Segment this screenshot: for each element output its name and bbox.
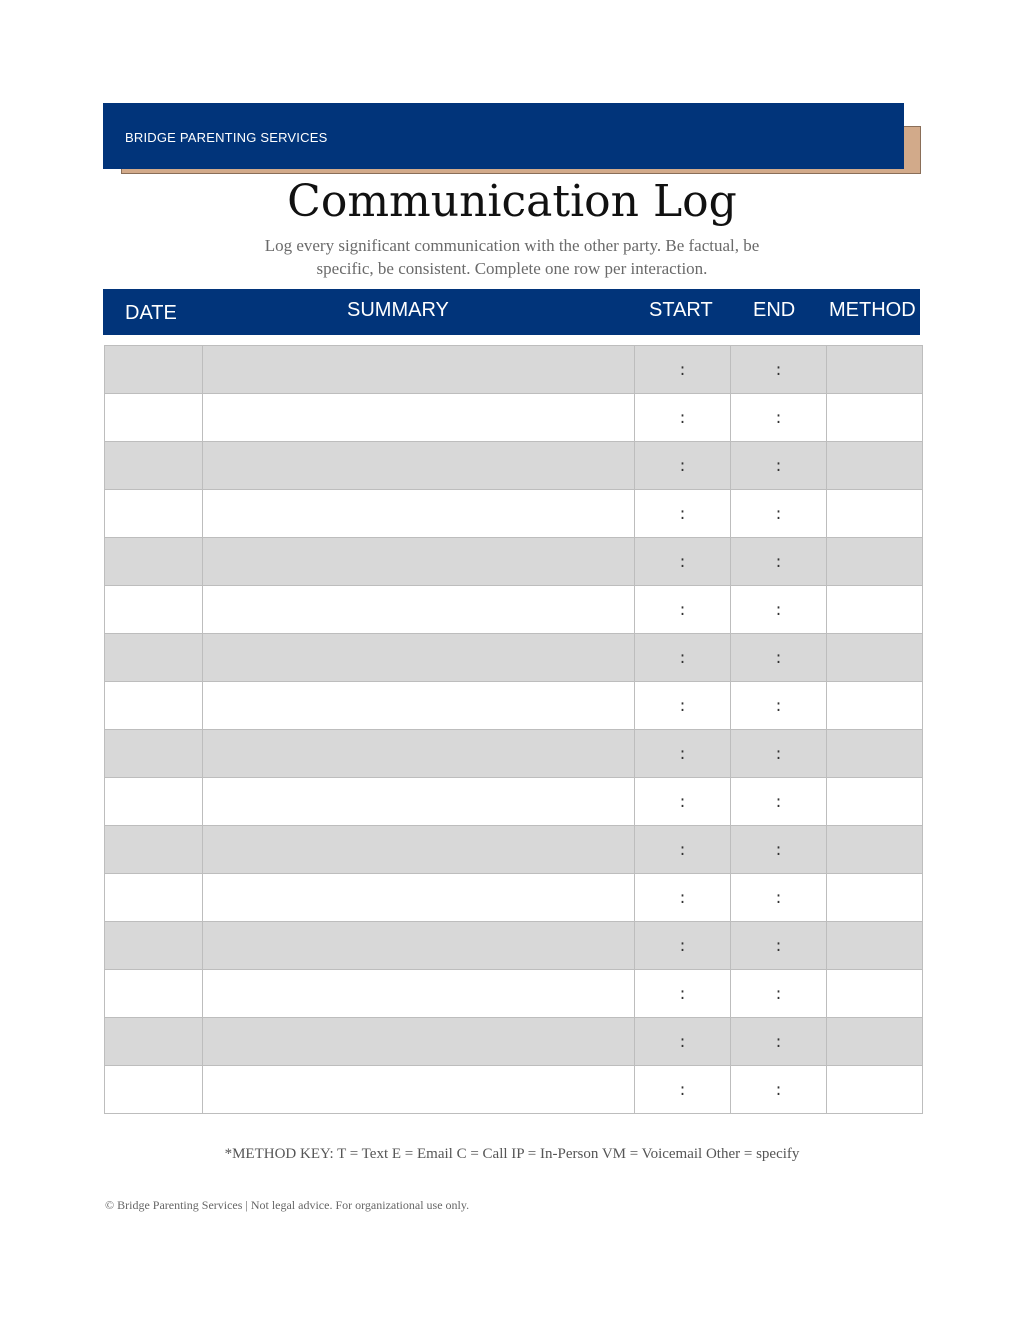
log-row bbox=[105, 442, 923, 490]
start-time-cell[interactable]: : bbox=[635, 874, 731, 922]
subtitle-line-2: specific, be consistent. Complete one row per interaction. bbox=[316, 259, 708, 278]
end-time-cell[interactable]: : bbox=[731, 730, 827, 778]
start-time-cell[interactable]: : bbox=[635, 922, 731, 970]
end-time-cell[interactable]: : bbox=[731, 442, 827, 490]
summary-cell[interactable] bbox=[203, 586, 635, 634]
method-cell[interactable] bbox=[827, 586, 923, 634]
method-cell[interactable] bbox=[827, 874, 923, 922]
start-time-cell[interactable]: : bbox=[635, 730, 731, 778]
log-row bbox=[105, 346, 923, 394]
end-time-cell[interactable]: : bbox=[731, 682, 827, 730]
date-cell[interactable] bbox=[105, 682, 203, 730]
method-cell[interactable] bbox=[827, 970, 923, 1018]
date-cell[interactable] bbox=[105, 442, 203, 490]
date-cell[interactable] bbox=[105, 1066, 203, 1114]
log-row bbox=[105, 682, 923, 730]
log-row bbox=[105, 538, 923, 586]
end-time-cell[interactable]: : bbox=[731, 490, 827, 538]
method-cell[interactable] bbox=[827, 538, 923, 586]
start-time-cell[interactable]: : bbox=[635, 394, 731, 442]
date-cell[interactable] bbox=[105, 394, 203, 442]
end-time-cell[interactable]: : bbox=[731, 346, 827, 394]
method-cell[interactable] bbox=[827, 394, 923, 442]
end-time-cell[interactable]: : bbox=[731, 826, 827, 874]
column-header-method: METHOD bbox=[829, 299, 916, 321]
date-cell[interactable] bbox=[105, 346, 203, 394]
date-cell[interactable] bbox=[105, 634, 203, 682]
summary-cell[interactable] bbox=[203, 346, 635, 394]
end-time-cell[interactable]: : bbox=[731, 538, 827, 586]
subtitle-line-1: Log every significant communication with the other party. Be factual, be bbox=[264, 236, 760, 255]
date-cell[interactable] bbox=[105, 730, 203, 778]
page-subtitle bbox=[200, 234, 824, 280]
column-header-start: START bbox=[649, 299, 713, 321]
copyright-notice: © Bridge Parenting Services | Not legal advice. For organizational use only. bbox=[105, 1198, 470, 1212]
start-time-cell[interactable]: : bbox=[635, 1018, 731, 1066]
start-time-cell[interactable]: : bbox=[635, 682, 731, 730]
table-header-bar bbox=[103, 289, 920, 335]
method-cell[interactable] bbox=[827, 346, 923, 394]
summary-cell[interactable] bbox=[203, 874, 635, 922]
method-cell[interactable] bbox=[827, 1018, 923, 1066]
start-time-cell[interactable]: : bbox=[635, 346, 731, 394]
organization-name: BRIDGE PARENTING SERVICES bbox=[125, 130, 328, 145]
end-time-cell[interactable]: : bbox=[731, 1018, 827, 1066]
log-table-body bbox=[105, 346, 923, 1114]
summary-cell[interactable] bbox=[203, 634, 635, 682]
summary-cell[interactable] bbox=[203, 682, 635, 730]
start-time-cell[interactable]: : bbox=[635, 442, 731, 490]
date-cell[interactable] bbox=[105, 490, 203, 538]
summary-cell[interactable] bbox=[203, 778, 635, 826]
column-header-date: DATE bbox=[125, 302, 177, 324]
summary-cell[interactable] bbox=[203, 1066, 635, 1114]
summary-cell[interactable] bbox=[203, 922, 635, 970]
end-time-cell[interactable]: : bbox=[731, 970, 827, 1018]
summary-cell[interactable] bbox=[203, 730, 635, 778]
summary-cell[interactable] bbox=[203, 826, 635, 874]
log-row bbox=[105, 730, 923, 778]
log-row bbox=[105, 394, 923, 442]
log-row bbox=[105, 826, 923, 874]
date-cell[interactable] bbox=[105, 874, 203, 922]
method-key-footnote: *METHOD KEY: T = Text E = Email C = Call IP = In-Person VM = Voicemail Other = specify bbox=[224, 1146, 800, 1162]
summary-cell[interactable] bbox=[203, 1018, 635, 1066]
end-time-cell[interactable]: : bbox=[731, 586, 827, 634]
start-time-cell[interactable]: : bbox=[635, 970, 731, 1018]
log-row bbox=[105, 586, 923, 634]
log-row bbox=[105, 970, 923, 1018]
log-row bbox=[105, 922, 923, 970]
log-row bbox=[105, 874, 923, 922]
start-time-cell[interactable]: : bbox=[635, 634, 731, 682]
date-cell[interactable] bbox=[105, 778, 203, 826]
method-cell[interactable] bbox=[827, 634, 923, 682]
communication-log-table bbox=[104, 345, 923, 1114]
start-time-cell[interactable]: : bbox=[635, 490, 731, 538]
end-time-cell[interactable]: : bbox=[731, 634, 827, 682]
page-title: Communication Log bbox=[287, 176, 737, 227]
start-time-cell[interactable]: : bbox=[635, 538, 731, 586]
summary-cell[interactable] bbox=[203, 538, 635, 586]
column-header-end: END bbox=[753, 299, 796, 321]
log-row bbox=[105, 490, 923, 538]
date-cell[interactable] bbox=[105, 586, 203, 634]
end-time-cell[interactable]: : bbox=[731, 778, 827, 826]
summary-cell[interactable] bbox=[203, 394, 635, 442]
method-cell[interactable] bbox=[827, 682, 923, 730]
method-cell[interactable] bbox=[827, 730, 923, 778]
method-cell[interactable] bbox=[827, 778, 923, 826]
log-row bbox=[105, 1018, 923, 1066]
start-time-cell[interactable]: : bbox=[635, 1066, 731, 1114]
summary-cell[interactable] bbox=[203, 490, 635, 538]
column-header-summary: SUMMARY bbox=[347, 299, 449, 321]
start-time-cell[interactable]: : bbox=[635, 586, 731, 634]
date-cell[interactable] bbox=[105, 1018, 203, 1066]
log-row bbox=[105, 1066, 923, 1114]
end-time-cell[interactable]: : bbox=[731, 874, 827, 922]
log-row bbox=[105, 634, 923, 682]
date-cell[interactable] bbox=[105, 538, 203, 586]
method-cell[interactable] bbox=[827, 1066, 923, 1114]
method-cell[interactable] bbox=[827, 442, 923, 490]
start-time-cell[interactable]: : bbox=[635, 778, 731, 826]
method-cell[interactable] bbox=[827, 922, 923, 970]
end-time-cell[interactable]: : bbox=[731, 922, 827, 970]
summary-cell[interactable] bbox=[203, 442, 635, 490]
summary-cell[interactable] bbox=[203, 970, 635, 1018]
header-banner bbox=[103, 103, 904, 169]
start-time-cell[interactable]: : bbox=[635, 826, 731, 874]
end-time-cell[interactable]: : bbox=[731, 1066, 827, 1114]
date-cell[interactable] bbox=[105, 970, 203, 1018]
date-cell[interactable] bbox=[105, 826, 203, 874]
log-row bbox=[105, 778, 923, 826]
method-cell[interactable] bbox=[827, 826, 923, 874]
date-cell[interactable] bbox=[105, 922, 203, 970]
method-cell[interactable] bbox=[827, 490, 923, 538]
end-time-cell[interactable]: : bbox=[731, 394, 827, 442]
